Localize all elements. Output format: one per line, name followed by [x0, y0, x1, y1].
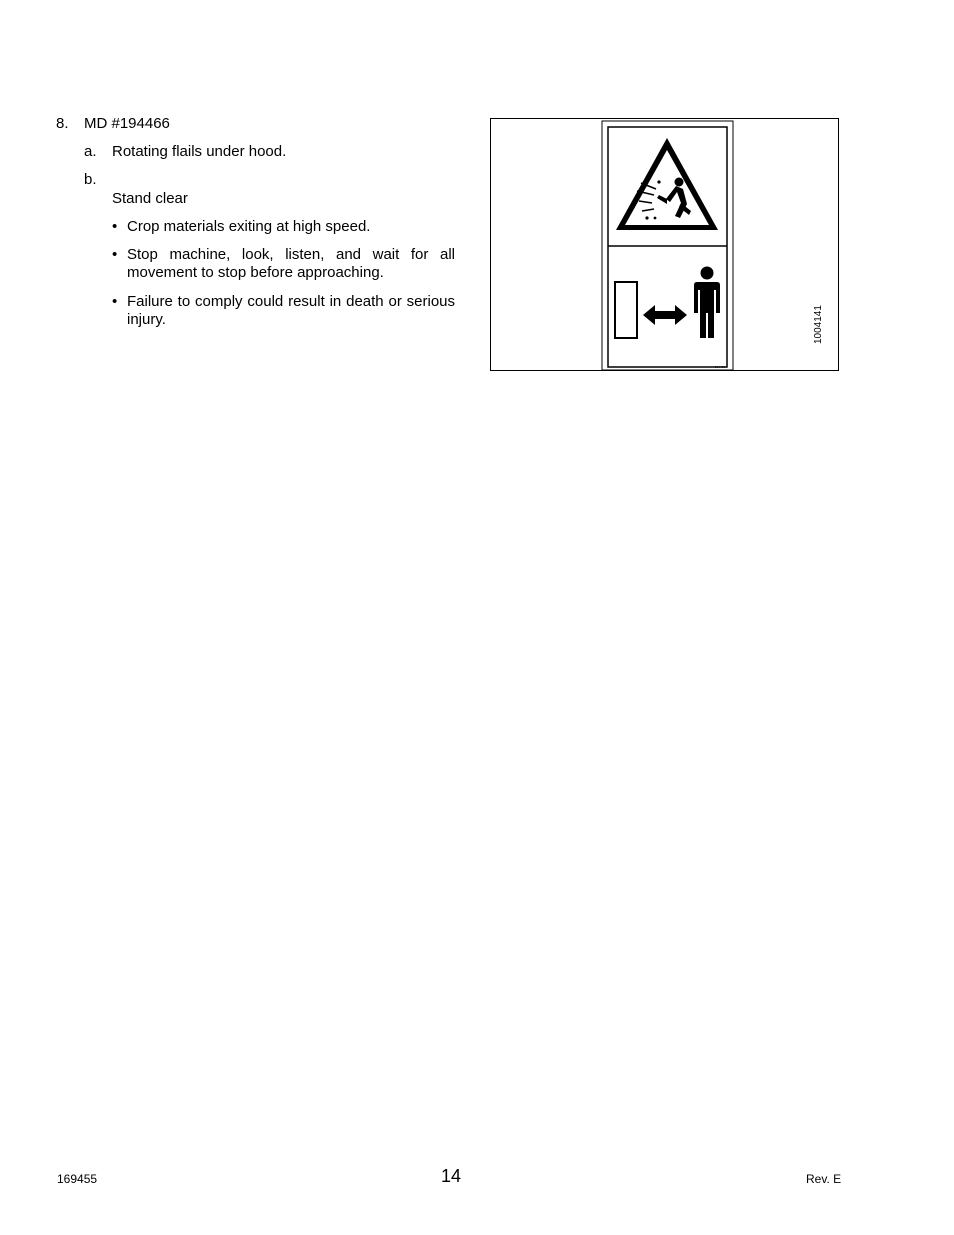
bullet-marker: •	[112, 293, 118, 310]
sub-item-a-marker: a.	[84, 143, 97, 160]
step-title: MD #194466	[84, 115, 170, 132]
figure-id-label: 1004141	[813, 305, 824, 344]
bullet-item: Crop materials exiting at high speed.	[127, 218, 371, 235]
safety-decal-illustration	[491, 119, 840, 372]
safety-decal-figure	[490, 118, 839, 371]
footer-revision: Rev. E	[806, 1172, 842, 1186]
step-number: 8.	[56, 115, 69, 132]
sub-item-b-marker: b.	[84, 171, 97, 188]
bullet-marker: •	[112, 246, 118, 263]
footer-doc-number: 169455	[57, 1172, 98, 1186]
bullet-marker: •	[112, 218, 118, 235]
sub-item-a-text: Rotating flails under hood.	[112, 143, 287, 160]
bullet-item: Failure to comply could result in death or serious injury.	[127, 293, 455, 328]
footer-page-number: 14	[441, 1166, 462, 1186]
bullet-item: Stop machine, look, listen, and wait for all movement to stop before approaching.	[127, 246, 455, 281]
sub-item-b-heading: Stand clear	[112, 190, 188, 207]
decal-part-number: 194466	[715, 365, 726, 369]
